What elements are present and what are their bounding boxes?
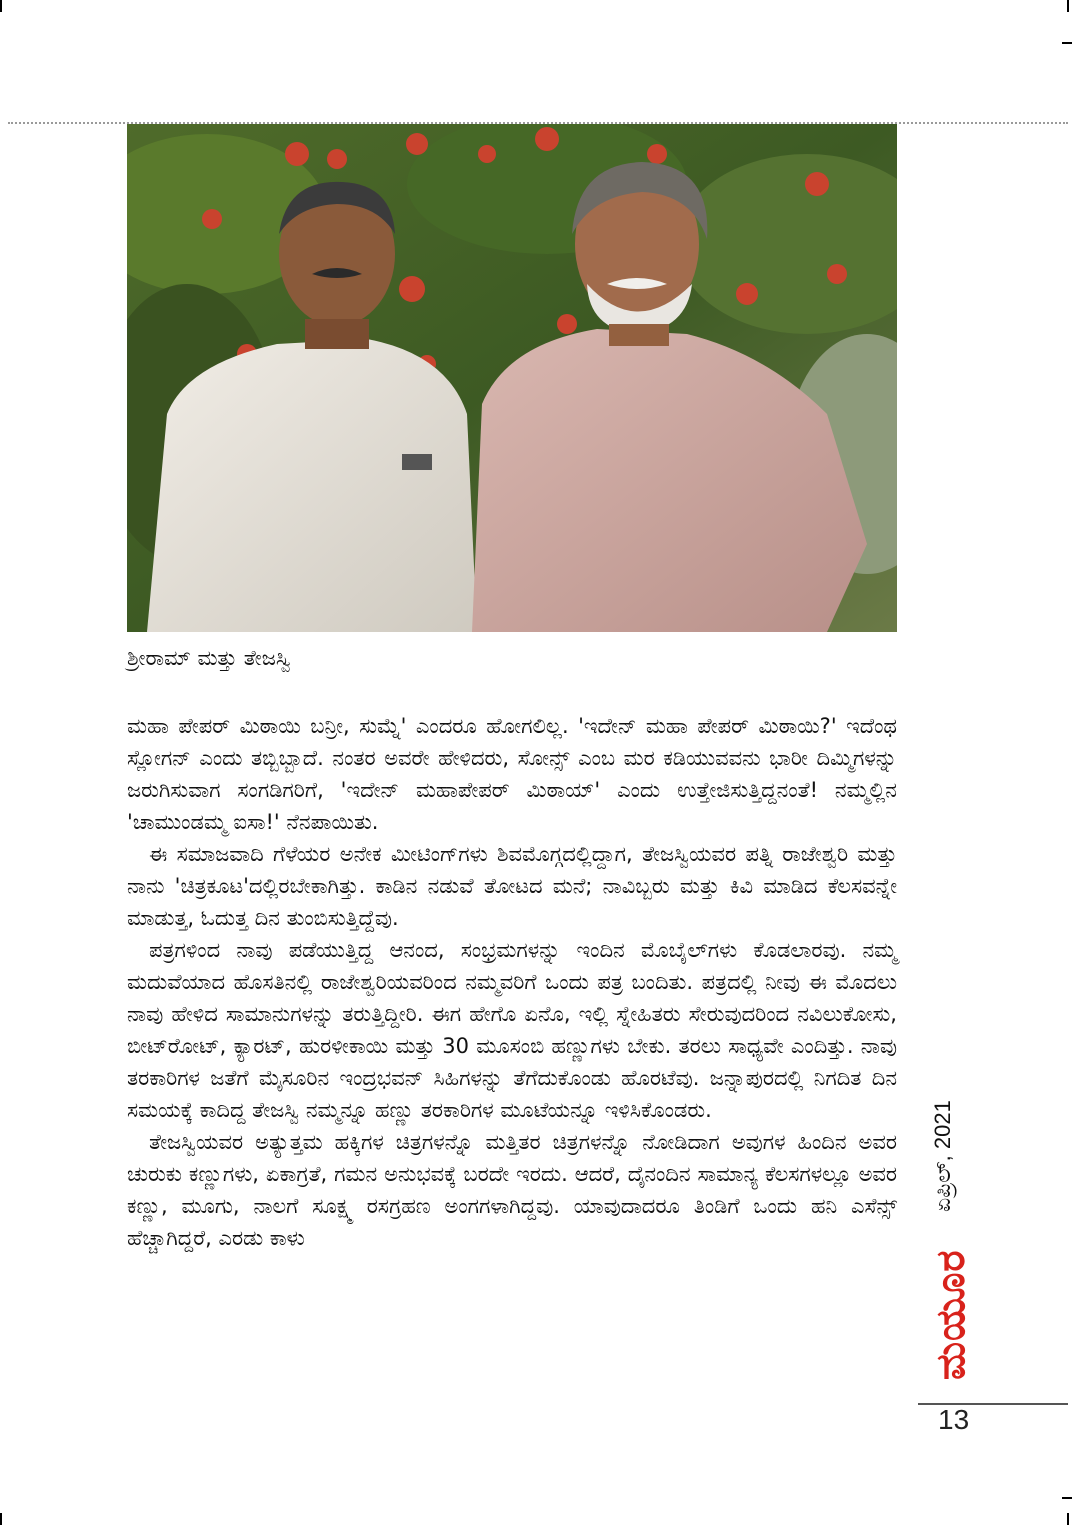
paragraph: ಈ ಸಮಾಜವಾದಿ ಗೆಳೆಯರ ಅನೇಕ ಮೀಟಿಂಗ್‌ಗಳು ಶಿವಮೊಗ್ಗದಲ್ಲಿದ್ದಾಗ, ತೇಜಸ್ವಿಯವರ ಪತ್ನಿ ರಾಜೇಶ್ವರಿ ಮತ್ತು ನಾನು 'ಚಿತ್ರಕೂಟ'ದಲ್ಲಿರಬೇಕಾಗಿತ್ತು. ಕಾಡಿನ ನಡುವೆ ತೋಟದ ಮನೆ; ನಾವಿಬ್ಬರು ಮತ್ತು ಕಿವಿ ಮಾಡಿದ ಕೆಲಸವನ್ನೇ ಮಾಡುತ್ತ, ಓದುತ್ತ ದಿನ ತುಂಬಿಸುತ್ತಿದ್ದೆವು. [127, 842, 897, 930]
issue-date: ಏಪ್ರಿಲ್, 2021 [930, 1100, 955, 1212]
crop-mark-right-upper [1062, 42, 1072, 44]
photo-two-men-icon [127, 124, 897, 632]
paragraph: ತೇಜಸ್ವಿಯವರ ಅತ್ಯುತ್ತಮ ಹಕ್ಕಿಗಳ ಚಿತ್ರಗಳನ್ನೊ ಮತ್ತಿತರ ಚಿತ್ರಗಳನ್ನೊ ನೋಡಿದಾಗ ಅವುಗಳ ಹಿಂದಿನ ಅವರ ಚುರುಕು ಕಣ್ಣುಗಳು, ಏಕಾಗ್ರತೆ, ಗಮನ ಅನುಭವಕ್ಕೆ ಬರದೇ ಇರದು. ಆದರೆ, ದೈನಂದಿನ ಸಾಮಾನ್ಯ ಕೆಲಸಗಳಲ್ಲೂ ಅವರ ಕಣ್ಣು, ಮೂಗು, ನಾಲಗೆ ಸೂಕ್ಷ್ಮ ರಸಗ್ರಹಣ ಅಂಗಗಳಾಗಿದ್ದವು. ಯಾವುದಾದರೂ ತಿಂಡಿಗೆ ಒಂದು ಹನಿ ಎಸೆನ್ಸ್ ಹೆಚ್ಚಾಗಿದ್ದರೆ, ಎರಡು ಕಾಳು [127, 1130, 897, 1250]
paragraph: ಮಹಾ ಪೇಪರ್ ಮಿಠಾಯಿ ಬನ್ರೀ, ಸುಮ್ನೆ' ಎಂದರೂ ಹೋಗಲಿಲ್ಲ. 'ಇದೇನ್ ಮಹಾ ಪೇಪರ್ ಮಿಠಾಯಿ?' ಇದೆಂಥ ಸ್ಲೋಗನ್ ಎಂದು ತಬ್ಬಿಬ್ಬಾದೆ. ನಂತರ ಅವರೇ ಹೇಳಿದರು, ಸೋನ್ಸ್ ಎಂಬ ಮರ ಕಡಿಯುವವನು ಭಾರೀ ದಿಮ್ಮಿಗಳನ್ನು ಜರುಗಿಸುವಾಗ ಸಂಗಡಿಗರಿಗೆ, 'ಇದೇನ್ ಮಹಾಪೇಪರ್ ಮಿಠಾಯ್' ಎಂದು ಉತ್ತೇಜಿಸುತ್ತಿದ್ದನಂತೆ! ನಮ್ಮಲ್ಲಿನ 'ಚಾಮುಂಡಮ್ಮ ಐಸಾ!' ನೆನಪಾಯಿತು. [127, 714, 897, 834]
paragraph: ಪತ್ರಗಳಿಂದ ನಾವು ಪಡೆಯುತ್ತಿದ್ದ ಆನಂದ, ಸಂಭ್ರಮಗಳನ್ನು ಇಂದಿನ ಮೊಬೈಲ್‌ಗಳು ಕೊಡಲಾರವು. ನಮ್ಮ ಮದುವೆಯಾದ ಹೊಸತಿನಲ್ಲಿ ರಾಜೇಶ್ವರಿಯವರಿಂದ ನಮ್ಮವರಿಗೆ ಒಂದು ಪತ್ರ ಬಂದಿತು. ಪತ್ರದಲ್ಲಿ ನೀವು ಈ ಮೊದಲು ನಾವು ಹೇಳಿದ ಸಾಮಾನುಗಳನ್ನು ತರುತ್ತಿದ್ದೀರಿ. ಈಗ ಹೇಗೊ ಏನೊ, ಇಲ್ಲಿ ಸ್ನೇಹಿತರು ಸೇರುವುದರಿಂದ ನವಿಲುಕೋಸು, ಬೀಟ್‌ರೋಟ್, ಕ್ಯಾರಟ್, ಹುರಳೀಕಾಯಿ ಮತ್ತು 30 ಮೂಸಂಬಿ ಹಣ್ಣುಗಳು ಬೇಕು. ತರಲು ಸಾಧ್ಯವೇ ಎಂದಿತ್ತು. ನಾವು ತರಕಾರಿಗಳ ಜತೆಗೆ ಮೈಸೂರಿನ ಇಂದ್ರಭವನ್ ಸಿಹಿಗಳನ್ನು ತೆಗೆದುಕೊಂಡು ಹೊರಟೆವು. ಜನ್ನಾಪುರದಲ್ಲಿ ನಿಗದಿತ ದಿನ ಸಮಯಕ್ಕೆ ಕಾದಿದ್ದ ತೇಜಸ್ವಿ ನಮ್ಮನ್ನೂ ಹಣ್ಣು ತರಕಾರಿಗಳ ಮೂಟೆಯನ್ನೂ ಇಳಿಸಿಕೊಂಡರು. [127, 938, 897, 1122]
magazine-logo: ಮಯೂರ [928, 1249, 974, 1380]
page-number: 13 [938, 1404, 970, 1435]
crop-mark-right-lower [1062, 1497, 1072, 1499]
photo-caption: ಶ್ರೀರಾಮ್ ಮತ್ತು ತೇಜಸ್ವಿ [127, 646, 291, 670]
crop-mark-bottom-left [0, 1513, 2, 1525]
crop-mark-top-left [0, 0, 2, 12]
crop-mark-top-right [1067, 0, 1069, 12]
article-body [127, 710, 897, 1254]
article-photo [127, 124, 897, 632]
crop-mark-bottom-right [1067, 1513, 1069, 1525]
